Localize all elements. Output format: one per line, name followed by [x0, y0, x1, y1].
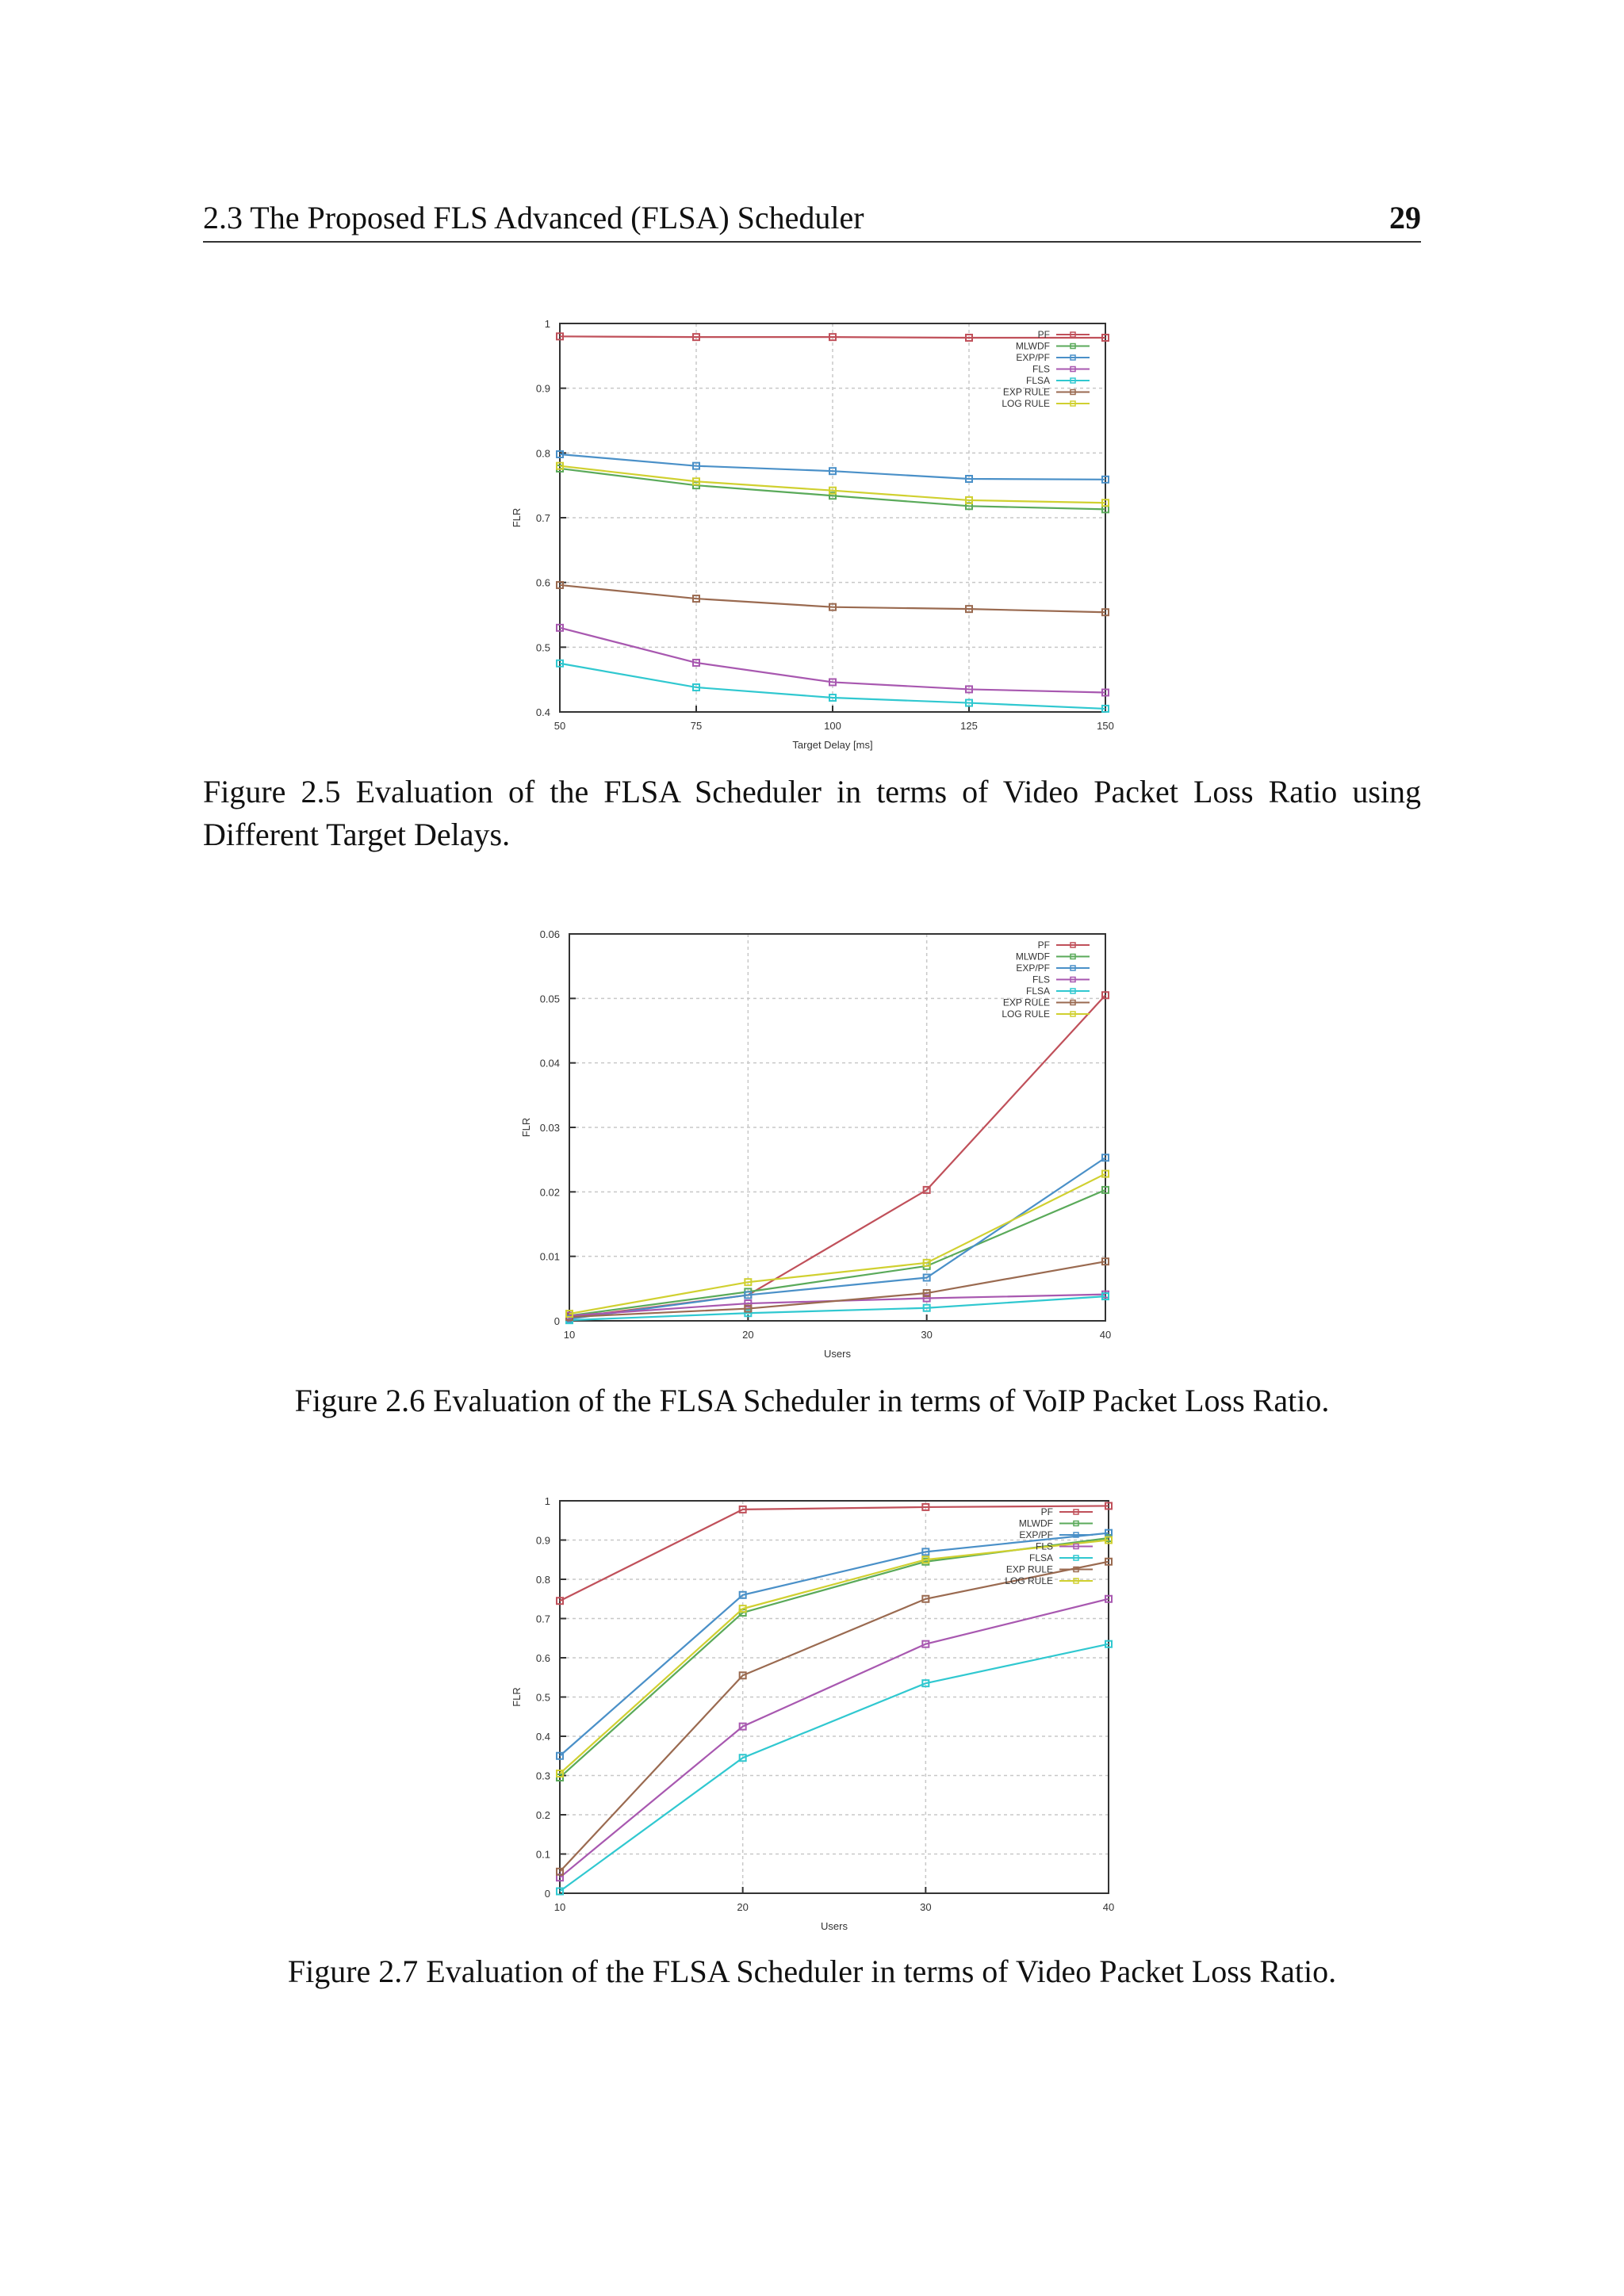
series-line-exp-rule [560, 1562, 1109, 1872]
x-tick-label: 40 [1102, 1901, 1115, 1913]
series-line-exp-pf [569, 1158, 1105, 1318]
y-tick-label: 1 [544, 318, 550, 330]
x-tick-label: 50 [553, 720, 566, 732]
legend-label-fls: FLS [1032, 974, 1050, 985]
legend-label-flsa: FLSA [1028, 1552, 1053, 1563]
y-tick-label: 0.06 [539, 928, 560, 940]
figure-2-5-svg [492, 309, 1142, 761]
y-tick-label: 0.02 [539, 1186, 560, 1199]
legend-label-exp-rule: EXP RULE [1005, 1563, 1053, 1575]
legend-label-exp-rule: EXP RULE [1002, 997, 1050, 1008]
y-tick-label: 0.8 [535, 447, 550, 460]
y-tick-label: 0.05 [539, 993, 560, 1005]
series-line-pf [560, 336, 1105, 338]
y-tick-label: 0.9 [535, 382, 550, 395]
y-tick-label: 0.6 [535, 1652, 550, 1664]
legend-label-log-rule: LOG RULE [1002, 1008, 1050, 1020]
x-axis-label: Users [824, 1348, 851, 1360]
x-tick-label: 30 [921, 1329, 933, 1341]
x-tick-label: 10 [563, 1329, 576, 1341]
figure-2-5-caption: Figure 2.5 Evaluation of the FLSA Scheduler in terms of Video Packet Loss Ratio using Different Target Delays. [203, 774, 1421, 852]
figure-2-5-chart [492, 309, 1142, 761]
x-tick-label: 30 [920, 1901, 932, 1913]
x-tick-label: 20 [737, 1901, 749, 1913]
series-line-fls [560, 1599, 1109, 1877]
y-tick-label: 0.3 [535, 1770, 550, 1782]
y-tick-label: 0.01 [539, 1250, 560, 1263]
y-tick-label: 0.4 [535, 1731, 550, 1743]
section-title: 2.3 The Proposed FLS Advanced (FLSA) Scheduler [203, 200, 864, 235]
legend-label-mlwdf: MLWDF [1015, 951, 1050, 962]
y-tick-label: 0.9 [535, 1534, 550, 1547]
series-log-rule [566, 1171, 1109, 1317]
figure-2-7-chart [492, 1487, 1142, 1938]
figure-2-7-caption: Figure 2.7 Evaluation of the FLSA Scheduler in terms of Video Packet Loss Ratio. [287, 1954, 1337, 1989]
x-tick-label: 20 [742, 1329, 754, 1341]
y-tick-label: 0.04 [539, 1057, 560, 1070]
y-tick-label: 0.5 [535, 1691, 550, 1704]
legend-label-flsa: FLSA [1025, 375, 1050, 386]
legend-label-exp-pf: EXP/PF [1016, 962, 1050, 974]
y-tick-label: 0.1 [535, 1848, 550, 1861]
legend-label-fls: FLS [1035, 1540, 1053, 1552]
x-tick-label: 125 [960, 720, 978, 732]
legend-label-log-rule: LOG RULE [1005, 1575, 1053, 1586]
series-exp-rule [557, 1559, 1112, 1875]
y-tick-label: 0.03 [539, 1122, 560, 1134]
legend-label-log-rule: LOG RULE [1002, 398, 1050, 409]
legend-label-pf: PF [1037, 329, 1050, 340]
y-axis-label: FLR [511, 1687, 523, 1707]
legend-label-mlwdf: MLWDF [1015, 340, 1050, 352]
y-tick-label: 0.4 [535, 706, 550, 718]
figure-2-6-caption: Figure 2.6 Evaluation of the FLSA Scheduler in terms of VoIP Packet Loss Ratio. [294, 1383, 1330, 1418]
legend-label-exp-pf: EXP/PF [1019, 1529, 1053, 1540]
legend-label-exp-rule: EXP RULE [1002, 386, 1050, 398]
y-tick-label: 1 [544, 1495, 550, 1507]
y-tick-label: 0.7 [535, 512, 550, 524]
series-line-pf [569, 995, 1105, 1318]
legend-label-pf: PF [1037, 939, 1050, 951]
figure-2-7-svg [492, 1487, 1142, 1938]
series-flsa [557, 1641, 1112, 1895]
running-header [203, 195, 1421, 243]
y-tick-label: 0.5 [535, 641, 550, 654]
series-pf [566, 992, 1109, 1321]
figure-2-6-chart [492, 920, 1142, 1364]
legend-label-fls: FLS [1032, 363, 1050, 375]
series-line-log-rule [569, 1174, 1105, 1314]
y-axis-label: FLR [520, 1117, 532, 1138]
legend-label-mlwdf: MLWDF [1018, 1517, 1053, 1529]
x-tick-label: 75 [690, 720, 703, 732]
y-tick-label: 0.6 [535, 576, 550, 589]
legend-label-exp-pf: EXP/PF [1016, 352, 1050, 363]
y-tick-label: 0.2 [535, 1809, 550, 1821]
y-tick-label: 0 [544, 1888, 550, 1900]
series-fls [557, 1596, 1112, 1881]
y-tick-label: 0 [553, 1315, 560, 1327]
y-tick-label: 0.7 [535, 1613, 550, 1625]
x-tick-label: 40 [1099, 1329, 1112, 1341]
x-axis-label: Target Delay [ms] [792, 739, 873, 751]
x-tick-label: 150 [1097, 720, 1114, 732]
x-tick-label: 100 [824, 720, 841, 732]
legend-label-flsa: FLSA [1025, 985, 1050, 997]
y-axis-label: FLR [511, 507, 523, 528]
y-tick-label: 0.8 [535, 1574, 550, 1586]
x-tick-label: 10 [553, 1901, 566, 1913]
legend-label-pf: PF [1040, 1506, 1053, 1517]
x-axis-label: Users [821, 1920, 848, 1932]
page-number: 29 [1389, 200, 1421, 235]
figure-2-6-svg [492, 920, 1142, 1364]
